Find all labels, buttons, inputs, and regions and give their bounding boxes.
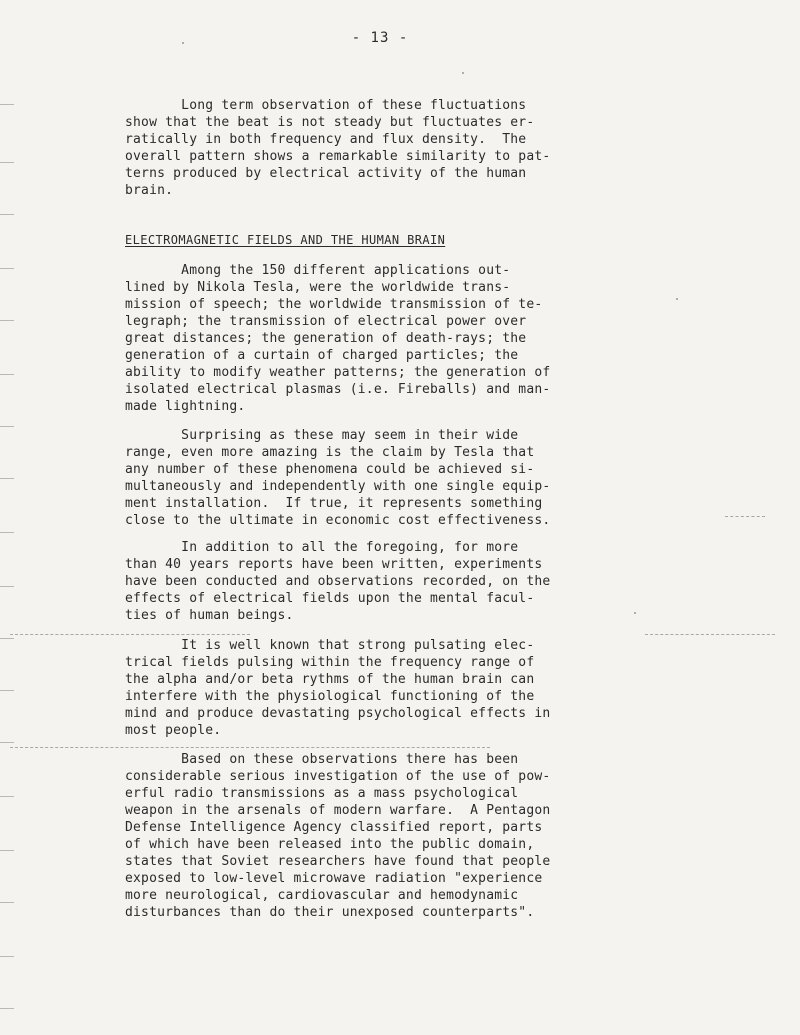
- text-line: close to the ultimate in economic cost effectiveness.: [125, 513, 551, 528]
- margin-tick: [0, 956, 14, 957]
- text-line: isolated electrical plasmas (i.e. Fireballs) and man-: [125, 382, 551, 397]
- text-line: exposed to low-level microwave radiation "experience: [125, 871, 543, 886]
- fold-line: [10, 634, 250, 635]
- text-line: weapon in the arsenals of modern warfare. A Pentagon: [125, 803, 551, 818]
- paragraph-6: [125, 751, 645, 921]
- text-line: states that Soviet researchers have found that people: [125, 854, 551, 869]
- text-line: generation of a curtain of charged particles; the: [125, 348, 519, 363]
- margin-tick: [0, 374, 14, 375]
- margin-tick: [0, 214, 14, 215]
- margin-tick: [0, 268, 14, 269]
- margin-tick: [0, 850, 14, 851]
- scan-speck: [182, 42, 184, 44]
- margin-tick: [0, 478, 14, 479]
- text-line: show that the beat is not steady but fluctuates er-: [125, 115, 535, 130]
- text-line: ratically in both frequency and flux density. The: [125, 132, 527, 147]
- text-line: have been conducted and observations recorded, on the: [125, 574, 551, 589]
- text-line: the alpha and/or beta rythms of the human brain can: [125, 672, 535, 687]
- fold-line: [725, 516, 765, 517]
- text-line: most people.: [125, 723, 222, 738]
- text-line: Among the 150 different applications out-: [125, 263, 511, 278]
- margin-tick: [0, 586, 14, 587]
- paragraph-1: [125, 97, 645, 199]
- text-line: mind and produce devastating psychological effects in: [125, 706, 551, 721]
- text-line: brain.: [125, 183, 174, 198]
- text-line: any number of these phenomena could be achieved si-: [125, 462, 535, 477]
- scan-speck: [634, 612, 636, 614]
- text-line: Based on these observations there has been: [125, 752, 519, 767]
- margin-tick: [0, 638, 14, 639]
- paragraph-5: [125, 637, 645, 739]
- text-line: ment installation. If true, it represents something: [125, 496, 543, 511]
- text-line: It is well known that strong pulsating elec-: [125, 638, 535, 653]
- margin-tick: [0, 1008, 14, 1009]
- text-line: terns produced by electrical activity of the human: [125, 166, 527, 181]
- text-line: overall pattern shows a remarkable similarity to pat-: [125, 149, 551, 164]
- text-line: effects of electrical fields upon the mental facul-: [125, 591, 535, 606]
- text-line: multaneously and independently with one single equip-: [125, 479, 551, 494]
- text-line: great distances; the generation of death-rays; the: [125, 331, 527, 346]
- text-line: Defense Intelligence Agency classified report, parts: [125, 820, 543, 835]
- text-line: more neurological, cardiovascular and hemodynamic: [125, 888, 519, 903]
- text-line: interfere with the physiological functioning of the: [125, 689, 535, 704]
- margin-tick: [0, 690, 14, 691]
- text-line: range, even more amazing is the claim by Tesla that: [125, 445, 535, 460]
- text-line: mission of speech; the worldwide transmission of te-: [125, 297, 543, 312]
- text-line: considerable serious investigation of the use of pow-: [125, 769, 551, 784]
- text-line: In addition to all the foregoing, for more: [125, 540, 519, 555]
- fold-line: [10, 747, 490, 748]
- text-line: Surprising as these may seem in their wide: [125, 428, 519, 443]
- margin-tick: [0, 426, 14, 427]
- text-line: ties of human beings.: [125, 608, 294, 623]
- paragraph-3: [125, 427, 645, 529]
- paragraph-4: [125, 539, 645, 624]
- fold-line: [645, 634, 775, 635]
- margin-tick: [0, 532, 14, 533]
- text-line: erful radio transmissions as a mass psychological: [125, 786, 519, 801]
- text-line: than 40 years reports have been written, experiments: [125, 557, 543, 572]
- margin-tick: [0, 742, 14, 743]
- page-number: - 13 -: [351, 30, 409, 46]
- text-line: legraph; the transmission of electrical power over: [125, 314, 527, 329]
- paragraph-2: [125, 262, 645, 415]
- scan-speck: [462, 72, 464, 74]
- section-heading: ELECTROMAGNETIC FIELDS AND THE HUMAN BRAIN: [125, 233, 446, 247]
- text-line: Long term observation of these fluctuations: [125, 98, 527, 113]
- text-line: of which have been released into the public domain,: [125, 837, 535, 852]
- margin-tick: [0, 162, 14, 163]
- text-line: ability to modify weather patterns; the generation of: [125, 365, 551, 380]
- margin-tick: [0, 104, 14, 105]
- scan-speck: [676, 298, 678, 300]
- text-line: disturbances than do their unexposed counterparts".: [125, 905, 535, 920]
- margin-tick: [0, 320, 14, 321]
- text-line: trical fields pulsing within the frequency range of: [125, 655, 535, 670]
- margin-tick: [0, 902, 14, 903]
- margin-tick: [0, 796, 14, 797]
- text-line: lined by Nikola Tesla, were the worldwide trans-: [125, 280, 511, 295]
- text-line: made lightning.: [125, 399, 246, 414]
